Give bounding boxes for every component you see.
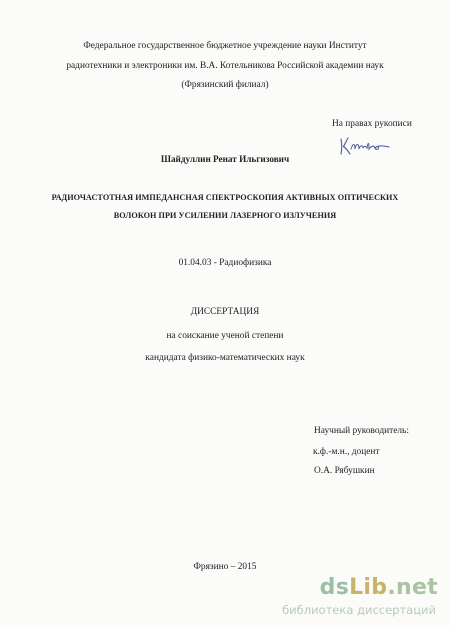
logo-ds: ds [319, 575, 350, 600]
title-line-2: ВОЛОКОН ПРИ УСИЛЕНИИ ЛАЗЕРНОГО ИЗЛУЧЕНИЯ [113, 211, 337, 220]
institution-line-2: радиотехники и электроники им. В.А. Котельникова Российской академии наук [66, 61, 384, 71]
specialty-code: 01.04.03 - Радиофизика [178, 258, 272, 268]
supervisor-label: Научный руководитель: [314, 426, 409, 436]
institution-line-1: Федеральное государственное бюджетное учреждение науки Институт [83, 41, 367, 51]
logo-lib: Lib [349, 575, 388, 600]
dslib-watermark [244, 575, 444, 621]
dslib-logo [320, 575, 438, 601]
supervisor-rank: к.ф.-м.н., доцент [313, 447, 380, 457]
rights-notice: На правах рукописи [332, 119, 412, 129]
degree-name: кандидата физико-математических наук [145, 353, 305, 363]
watermark-subtitle: библиотека диссертаций [282, 603, 436, 617]
logo-net: .net [387, 575, 438, 600]
title-line-1: РАДИОЧАСТОТНАЯ ИМПЕДАНСНАЯ СПЕКТРОСКОПИЯ АКТИВНЫХ ОПТИЧЕСКИХ [51, 193, 399, 202]
author-name: Шайдуллин Ренат Ильгизович [160, 154, 290, 164]
supervisor-name: О.А. Рябушкин [314, 466, 375, 476]
place-and-year: Фрязино – 2015 [193, 562, 257, 572]
dissertation-type: ДИССЕРТАЦИЯ [190, 307, 260, 317]
institution-line-3: (Фрязинский филиал) [181, 80, 269, 90]
degree-purpose: на соискание ученой степени [166, 331, 284, 341]
